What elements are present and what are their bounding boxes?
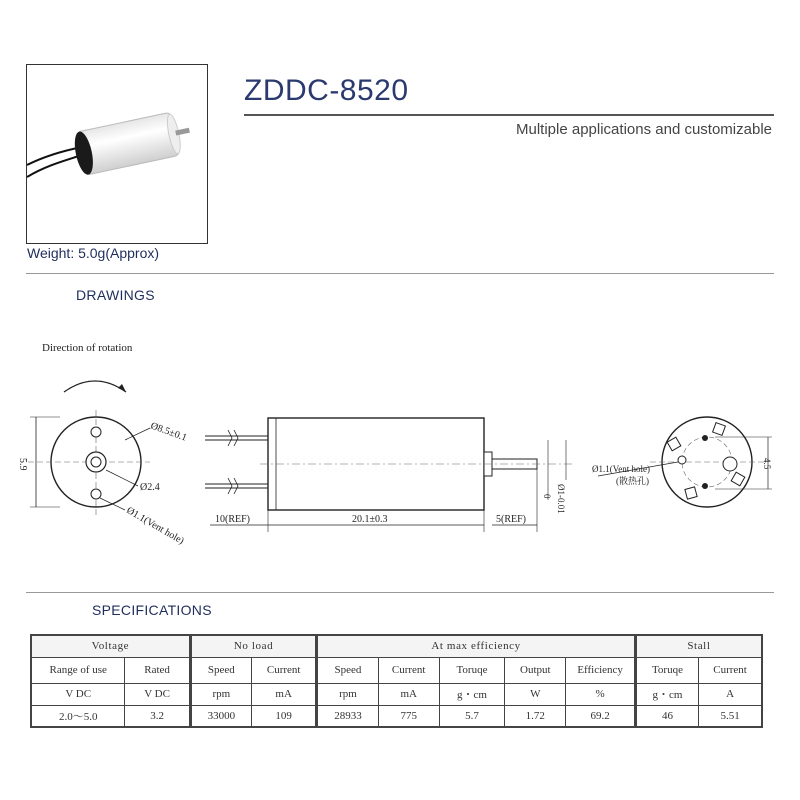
dim-body-length: 20.1±0.3 (352, 514, 388, 525)
unit-cell: g・cm (635, 683, 698, 705)
dim-shaft-zero: 0 (542, 494, 552, 499)
section-title-drawings: DRAWINGS (76, 287, 155, 303)
technical-drawing (0, 320, 800, 560)
dim-height-left: 5.9 (17, 458, 28, 471)
value-cell: 109 (252, 705, 317, 727)
value-cell: 775 (378, 705, 439, 727)
unit-cell: V DC (31, 683, 125, 705)
unit-cell: W (505, 683, 566, 705)
dim-height-right: 4.5 (762, 458, 772, 470)
unit-cell: V DC (125, 683, 190, 705)
end-view-left (28, 410, 150, 515)
unit-cell: A (699, 683, 762, 705)
tagline: Multiple applications and customizable (516, 121, 772, 138)
spec-group-row (31, 635, 762, 657)
value-cell: 2.0～5.0 (31, 705, 125, 727)
value-cell: 1.72 (505, 705, 566, 727)
section-title-specifications: SPECIFICATIONS (92, 602, 212, 618)
motor-photo-image (27, 65, 207, 243)
spec-value-row (31, 705, 762, 727)
header-cell: Current (378, 657, 439, 683)
spec-unit-row (31, 683, 762, 705)
spec-header-row (31, 657, 762, 683)
rotation-label: Direction of rotation (42, 342, 133, 354)
header-cell: Speed (190, 657, 251, 683)
group-voltage: Voltage (31, 635, 190, 657)
title-divider (244, 114, 774, 116)
unit-cell: rpm (317, 683, 378, 705)
product-photo (26, 64, 208, 244)
header-cell: Toruqe (635, 657, 698, 683)
dim-vent-left: Ø1.1(Vent hole) (124, 505, 186, 547)
rotation-arrow-icon (64, 381, 126, 392)
header-cell: Range of use (31, 657, 125, 683)
group-stall: Stall (635, 635, 762, 657)
dim-vent-right: Ø1.1(Vent hole) (592, 464, 650, 474)
unit-cell: rpm (190, 683, 251, 705)
unit-cell: g・cm (439, 683, 504, 705)
header-cell: Current (699, 657, 762, 683)
section-divider-specifications (26, 592, 774, 593)
unit-cell: % (566, 683, 635, 705)
unit-cell: mA (378, 683, 439, 705)
model-title: ZDDC-8520 (244, 74, 409, 107)
end-view-right (598, 417, 772, 507)
value-cell: 5.7 (439, 705, 504, 727)
unit-cell: mA (252, 683, 317, 705)
header-cell: Toruqe (439, 657, 504, 683)
weight-label: Weight: 5.0g(Approx) (27, 245, 160, 261)
dim-shaft-diameter: Ø1-0.01 (556, 484, 566, 514)
value-cell: 69.2 (566, 705, 635, 727)
section-divider-drawings (26, 273, 774, 274)
value-cell: 5.51 (699, 705, 762, 727)
dim-shaft-length: 5(REF) (496, 514, 526, 525)
spec-table (30, 634, 763, 728)
dim-diameter: Ø8.5±0.1 (148, 420, 189, 444)
group-no-load: No load (190, 635, 317, 657)
dim-left-lead: 10(REF) (215, 514, 250, 525)
header-cell: Speed (317, 657, 378, 683)
value-cell: 46 (635, 705, 698, 727)
header-cell: Output (505, 657, 566, 683)
value-cell: 3.2 (125, 705, 190, 727)
header-cell: Efficiency (566, 657, 635, 683)
value-cell: 33000 (190, 705, 251, 727)
dim-shaft-outer: Ø2.4 (140, 482, 160, 493)
header-cell: Current (252, 657, 317, 683)
group-max-efficiency: At max efficiency (317, 635, 636, 657)
value-cell: 28933 (317, 705, 378, 727)
dim-vent-right-cn: (散热孔) (616, 476, 649, 486)
header-cell: Rated (125, 657, 190, 683)
